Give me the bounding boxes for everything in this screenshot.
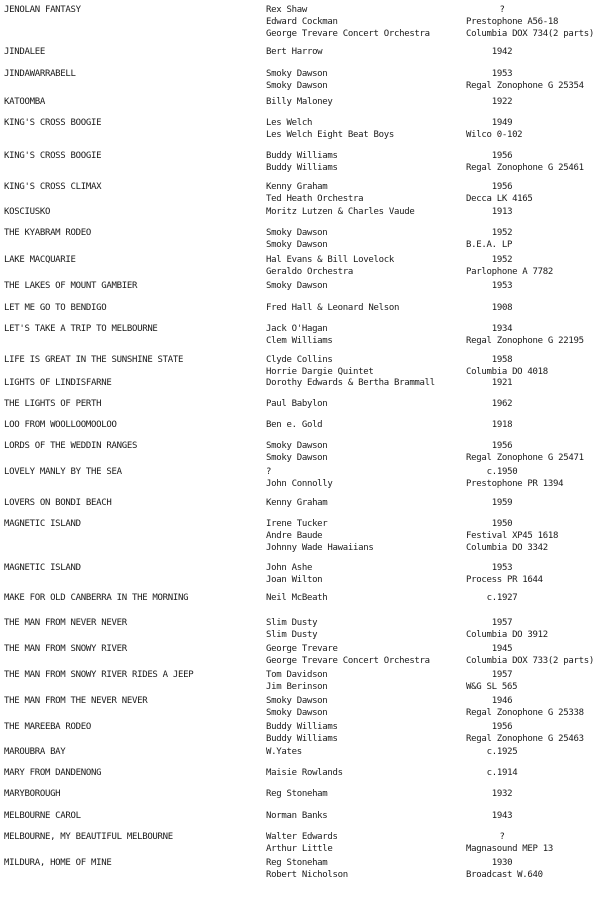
artist-name: Maisie Rowlands: [266, 768, 343, 778]
record-label: Columbia DO 3912: [466, 630, 548, 641]
credit-line: [0, 354, 600, 366]
release-year: 1956: [491, 441, 513, 451]
song-title: LIGHTS OF LINDISFARNE: [4, 378, 112, 388]
credit-line: [0, 46, 600, 58]
song-title: MARY FROM DANDENONG: [4, 768, 102, 778]
song-title: MAGNETIC ISLAND: [4, 519, 81, 529]
release-year: 1921: [491, 378, 513, 388]
song-title: THE MAN FROM THE NEVER NEVER: [4, 696, 148, 706]
release-year: 1953: [491, 69, 513, 79]
credit-line: [0, 831, 600, 843]
song-title: LOO FROM WOOLLOOMOOLOO: [4, 420, 117, 430]
release-year: 1945: [491, 644, 513, 654]
credit-line: [0, 518, 600, 530]
credit-line: [0, 542, 600, 554]
release-year: 1957: [491, 670, 513, 680]
credit-line: [0, 452, 600, 464]
artist-name: Irene Tucker: [266, 519, 328, 529]
song-title: THE LAKES OF MOUNT GAMBIER: [4, 281, 138, 291]
credit-line: [0, 592, 600, 604]
credit-line: [0, 254, 600, 266]
artist-name: Les Welch: [266, 118, 313, 128]
release-year: 1956: [491, 151, 513, 161]
artist-name: Geraldo Orchestra: [266, 267, 354, 278]
artist-name: John Ashe: [266, 563, 313, 573]
credit-line: [0, 239, 600, 251]
artist-name: Slim Dusty: [266, 618, 318, 628]
credit-line: [0, 721, 600, 733]
credit-line: [0, 843, 600, 855]
artist-name: Rex Shaw: [266, 5, 307, 15]
song-title: THE MAREEBA RODEO: [4, 722, 92, 732]
artist-name: Ted Heath Orchestra: [266, 194, 364, 205]
artist-name: Clyde Collins: [266, 355, 333, 365]
release-year: 1958: [491, 355, 513, 365]
song-title: LAKE MACQUARIE: [4, 255, 76, 265]
credit-line: [0, 466, 600, 478]
artist-name: Arthur Little: [266, 844, 333, 855]
record-label: W&G SL 565: [466, 682, 518, 693]
release-year: ?: [499, 5, 505, 15]
song-title: MILDURA, HOME OF MINE: [4, 858, 112, 868]
artist-name: George Trevare: [266, 644, 338, 654]
credit-line: [0, 869, 600, 881]
credit-line: [0, 335, 600, 347]
credit-line: [0, 478, 600, 490]
credit-line: [0, 280, 600, 292]
release-year: 1952: [491, 228, 513, 238]
artist-name: Norman Banks: [266, 811, 328, 821]
record-label: Regal Zonophone G 25354: [466, 81, 584, 92]
credit-line: [0, 162, 600, 174]
song-title: JENOLAN FANTASY: [4, 5, 81, 15]
release-year: c.1914: [486, 768, 518, 778]
artist-name: Fred Hall & Leonard Nelson: [266, 303, 400, 313]
artist-name: Tom Davidson: [266, 670, 328, 680]
credit-line: [0, 669, 600, 681]
artist-name: John Connolly: [266, 479, 333, 490]
release-year: 1913: [491, 207, 513, 217]
artist-name: Jim Berinson: [266, 682, 328, 693]
song-title: KOSCIUSKO: [4, 207, 51, 217]
artist-name: Reg Stoneham: [266, 789, 328, 799]
credit-line: [0, 440, 600, 452]
artist-name: Kenny Graham: [266, 182, 328, 192]
song-title: THE MAN FROM NEVER NEVER: [4, 618, 127, 628]
credit-line: [0, 733, 600, 745]
release-year: 1922: [491, 97, 513, 107]
release-year: 1942: [491, 47, 513, 57]
credit-line: [0, 266, 600, 278]
artist-name: Smoky Dawson: [266, 708, 328, 719]
artist-name: Reg Stoneham: [266, 858, 328, 868]
credit-line: [0, 68, 600, 80]
credit-line: [0, 643, 600, 655]
release-year: c.1950: [486, 467, 518, 477]
song-title: LET'S TAKE A TRIP TO MELBOURNE: [4, 324, 158, 334]
credit-line: [0, 129, 600, 141]
artist-name: Hal Evans & Bill Lovelock: [266, 255, 394, 265]
song-title: THE MAN FROM SNOWY RIVER RIDES A JEEP: [4, 670, 194, 680]
credit-line: [0, 629, 600, 641]
artist-name: Neil McBeath: [266, 593, 328, 603]
song-title: LET ME GO TO BENDIGO: [4, 303, 107, 313]
credit-line: [0, 767, 600, 779]
artist-name: Bert Harrow: [266, 47, 323, 57]
artist-name: Smoky Dawson: [266, 441, 328, 451]
record-label: Regal Zonophone G 22195: [466, 336, 584, 347]
artist-name: Buddy Williams: [266, 151, 338, 161]
artist-name: Jack O'Hagan: [266, 324, 328, 334]
release-year: 1956: [491, 722, 513, 732]
record-label: Festival XP45 1618: [466, 531, 559, 542]
record-label: Wilco 0-102: [466, 130, 523, 141]
song-title: LIFE IS GREAT IN THE SUNSHINE STATE: [4, 355, 184, 365]
artist-name: Andre Baude: [266, 531, 323, 542]
song-title: KING'S CROSS BOOGIE: [4, 151, 102, 161]
credit-line: [0, 323, 600, 335]
song-title: LORDS OF THE WEDDIN RANGES: [4, 441, 138, 451]
artist-name: Clem Williams: [266, 336, 333, 347]
record-label: Regal Zonophone G 25463: [466, 734, 584, 745]
artist-name: Horrie Dargie Quintet: [266, 367, 374, 378]
artist-name: George Trevare Concert Orchestra: [266, 29, 430, 40]
credit-line: [0, 695, 600, 707]
credit-line: [0, 574, 600, 586]
song-title: MAKE FOR OLD CANBERRA IN THE MORNING: [4, 593, 189, 603]
artist-name: Dorothy Edwards & Bertha Brammall: [266, 378, 435, 388]
artist-name: Moritz Lutzen & Charles Vaude: [266, 207, 415, 217]
song-title: MAGNETIC ISLAND: [4, 563, 81, 573]
record-label: Decca LK 4165: [466, 194, 533, 205]
artist-name: Slim Dusty: [266, 630, 318, 641]
song-title: MELBOURNE CAROL: [4, 811, 81, 821]
artist-name: Walter Edwards: [266, 832, 338, 842]
release-year: 1959: [491, 498, 513, 508]
song-title: MELBOURNE, MY BEAUTIFUL MELBOURNE: [4, 832, 173, 842]
credit-line: [0, 857, 600, 869]
song-title: KING'S CROSS BOOGIE: [4, 118, 102, 128]
artist-name: Paul Babylon: [266, 399, 328, 409]
artist-name: Smoky Dawson: [266, 81, 328, 92]
song-title: THE KYABRAM RODEO: [4, 228, 92, 238]
song-title: THE LIGHTS OF PERTH: [4, 399, 102, 409]
artist-name: Joan Wilton: [266, 575, 323, 586]
release-year: c.1925: [486, 747, 518, 757]
release-year: 1932: [491, 789, 513, 799]
record-label: Columbia DO 3342: [466, 543, 548, 554]
release-year: 1946: [491, 696, 513, 706]
artist-name: Billy Maloney: [266, 97, 333, 107]
credit-line: [0, 206, 600, 218]
artist-name: Buddy Williams: [266, 163, 338, 174]
release-year: 1949: [491, 118, 513, 128]
credit-line: [0, 181, 600, 193]
artist-name: Smoky Dawson: [266, 69, 328, 79]
credit-line: [0, 16, 600, 28]
credit-line: [0, 4, 600, 16]
song-title: THE MAN FROM SNOWY RIVER: [4, 644, 127, 654]
release-year: 1953: [491, 563, 513, 573]
artist-name: Smoky Dawson: [266, 240, 328, 251]
artist-name: George Trevare Concert Orchestra: [266, 656, 430, 667]
artist-name: Ben e. Gold: [266, 420, 323, 430]
record-label: Regal Zonophone G 25338: [466, 708, 584, 719]
artist-name: Johnny Wade Hawaiians: [266, 543, 374, 554]
song-title: LOVERS ON BONDI BEACH: [4, 498, 112, 508]
record-label: Columbia DO 4018: [466, 367, 548, 378]
record-label: Prestophone A56-18: [466, 17, 559, 28]
credit-line: [0, 810, 600, 822]
credit-line: [0, 655, 600, 667]
release-year: 1943: [491, 811, 513, 821]
credit-line: [0, 302, 600, 314]
record-label: Regal Zonophone G 25471: [466, 453, 584, 464]
artist-name: Robert Nicholson: [266, 870, 348, 881]
artist-name: Buddy Williams: [266, 734, 338, 745]
credit-line: [0, 707, 600, 719]
record-label: Magnasound MEP 13: [466, 844, 554, 855]
song-title: KING'S CROSS CLIMAX: [4, 182, 102, 192]
credit-line: [0, 419, 600, 431]
record-label: Columbia DOX 734(2 parts): [466, 29, 594, 40]
credit-line: [0, 497, 600, 509]
song-title: KATOOMBA: [4, 97, 45, 107]
artist-name: W.Yates: [266, 747, 302, 757]
release-year: 1962: [491, 399, 513, 409]
record-label: Prestophone PR 1394: [466, 479, 564, 490]
release-year: c.1927: [486, 593, 518, 603]
credit-line: [0, 96, 600, 108]
song-title: JINDAWARRABELL: [4, 69, 76, 79]
credit-line: [0, 28, 600, 40]
record-label: Columbia DOX 733(2 parts): [466, 656, 594, 667]
record-label: B.E.A. LP: [466, 240, 513, 251]
credit-line: [0, 117, 600, 129]
release-year: 1918: [491, 420, 513, 430]
release-year: 1956: [491, 182, 513, 192]
credit-line: [0, 681, 600, 693]
record-label: Broadcast W.640: [466, 870, 543, 881]
release-year: 1934: [491, 324, 513, 334]
artist-name: Smoky Dawson: [266, 281, 328, 291]
song-title: MARYBOROUGH: [4, 789, 61, 799]
credit-line: [0, 193, 600, 205]
song-title: LOVELY MANLY BY THE SEA: [4, 467, 122, 477]
song-title: MAROUBRA BAY: [4, 747, 66, 757]
artist-name: Smoky Dawson: [266, 453, 328, 464]
release-year: 1950: [491, 519, 513, 529]
artist-name: Smoky Dawson: [266, 228, 328, 238]
credit-line: [0, 530, 600, 542]
artist-name: Smoky Dawson: [266, 696, 328, 706]
release-year: 1908: [491, 303, 513, 313]
artist-name: Les Welch Eight Beat Boys: [266, 130, 394, 141]
record-label: Parlophone A 7782: [466, 267, 554, 278]
artist-name: Buddy Williams: [266, 722, 338, 732]
credit-line: [0, 788, 600, 800]
credit-line: [0, 617, 600, 629]
credit-line: [0, 562, 600, 574]
credit-line: [0, 227, 600, 239]
credit-line: [0, 80, 600, 92]
song-title: JINDALEE: [4, 47, 45, 57]
credit-line: [0, 150, 600, 162]
artist-name: Edward Cockman: [266, 17, 338, 28]
credit-line: [0, 398, 600, 410]
release-year: 1930: [491, 858, 513, 868]
artist-name: ?: [266, 467, 272, 477]
release-year: 1952: [491, 255, 513, 265]
record-label: Regal Zonophone G 25461: [466, 163, 584, 174]
credit-line: [0, 377, 600, 389]
release-year: 1953: [491, 281, 513, 291]
record-label: Process PR 1644: [466, 575, 543, 586]
release-year: ?: [499, 832, 505, 842]
release-year: 1957: [491, 618, 513, 628]
credit-line: [0, 746, 600, 758]
artist-name: Kenny Graham: [266, 498, 328, 508]
